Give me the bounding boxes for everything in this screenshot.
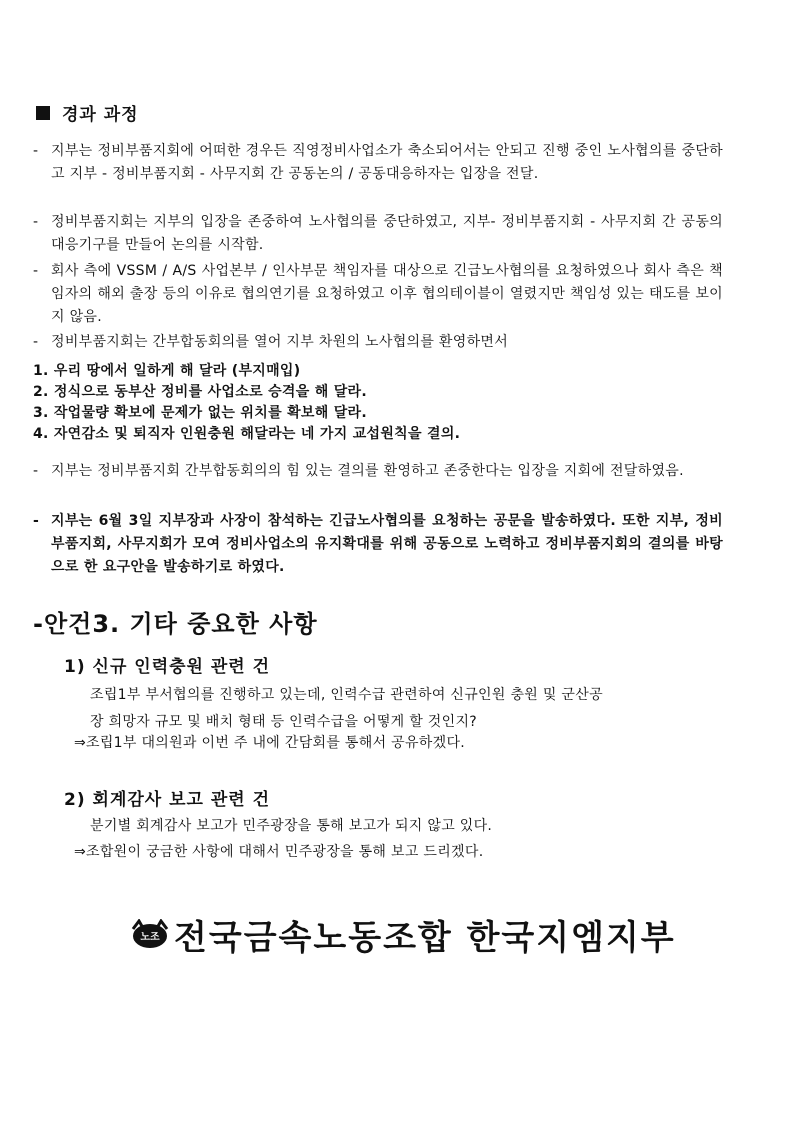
- item2-heading: 2) 회계감사 보고 관련 건: [64, 790, 271, 810]
- union-logo-icon: [130, 919, 170, 951]
- paragraph-1: [33, 140, 723, 186]
- paragraph-text: 지부는 6월 3일 지부장과 사장이 참석하는 긴급노사협의를 요청하는 공문을 발송하였다. 또한 지부, 정비부품지회, 사무지회가 모여 정비사업소의 유지확대를 위해 공동으로 노력하고 정비부품지회의 결의를 바탕으로 한 요구안을 발송하기로 하였다.: [51, 513, 723, 575]
- paragraph-text: 지부는 정비부품지회에 어떠한 경우든 직영정비사업소가 축소되어서는 안되고 진행 중인 노사협의를 중단하고 지부 - 정비부품지회 - 사무지회 간 공동논의 / 공동대응하자는 입장을 전달.: [51, 143, 723, 182]
- paragraph-text: 정비부품지회는 간부합동회의를 열어 지부 차원의 노사협의를 환영하면서: [51, 334, 509, 350]
- dash-marker: -: [33, 334, 39, 350]
- dash-marker: -: [33, 143, 39, 159]
- list-item: 2. 정식으로 동부산 정비를 사업소로 승격을 해 달라.: [33, 384, 367, 400]
- item1-line2: 장 희망자 규모 및 배치 형태 등 인력수급을 어떻게 할 것인지?: [90, 714, 478, 730]
- organization-name: 전국금속노동조합 한국지엠지부: [174, 918, 676, 958]
- paragraph-4: [33, 331, 723, 354]
- section-title: 경과 과정: [62, 105, 139, 125]
- paragraph-6: [33, 510, 723, 579]
- paragraph-2: [33, 211, 723, 257]
- numbered-list: [33, 361, 460, 445]
- dash-marker: -: [33, 263, 39, 279]
- list-item: 4. 자연감소 및 퇴직자 인원충원 해달라는 네 가지 교섭원칙을 결의.: [33, 426, 461, 442]
- list-item: 1. 우리 땅에서 일하게 해 달라 (부지매입): [33, 363, 301, 379]
- item1-answer: ⇒조립1부 대의원과 이번 주 내에 간담회를 통해서 공유하겠다.: [74, 735, 466, 751]
- paragraph-text: 회사 측에 VSSM / A/S 사업본부 / 인사부문 책임자를 대상으로 긴급노사협의를 요청하였으나 회사 측은 책임자의 해외 출장 등의 이유로 협의연기를 요청하였고 이후 협의테이블이 열렸지만 책임성 있는 태도를 보이지 않음.: [51, 263, 723, 325]
- footer-signature: [130, 910, 676, 959]
- item2-answer: ⇒조합원이 궁금한 사항에 대해서 민주광장을 통해 보고 드리겠다.: [74, 844, 484, 860]
- item1-line1: 조립1부 부서협의를 진행하고 있는데, 인력수급 관련하여 신규인원 충원 및 군산공: [90, 687, 603, 703]
- item1-heading: 1) 신규 인력충원 관련 건: [64, 657, 271, 677]
- dash-marker: -: [33, 513, 40, 529]
- list-item: 3. 작업물량 확보에 문제가 없는 위치를 확보해 달라.: [33, 405, 367, 421]
- item2-line1: 분기별 회계감사 보고가 민주광장을 통해 보고가 되지 않고 있다.: [90, 818, 493, 834]
- paragraph-5: [33, 460, 723, 483]
- paragraph-3: [33, 260, 723, 329]
- section-heading: [36, 100, 139, 125]
- agenda-title: -안건3. 기타 중요한 사항: [33, 610, 318, 638]
- dash-marker: -: [33, 214, 39, 230]
- paragraph-text: 지부는 정비부품지회 간부합동회의의 힘 있는 결의를 환영하고 존중한다는 입장을 지회에 전달하였음.: [51, 463, 684, 479]
- logo-text: 노조: [140, 931, 160, 943]
- square-bullet-icon: [36, 106, 50, 120]
- dash-marker: -: [33, 463, 39, 479]
- paragraph-text: 정비부품지회는 지부의 입장을 존중하여 노사협의를 중단하였고, 지부- 정비부품지회 - 사무지회 간 공동의 대응기구를 만들어 논의를 시작함.: [51, 214, 723, 253]
